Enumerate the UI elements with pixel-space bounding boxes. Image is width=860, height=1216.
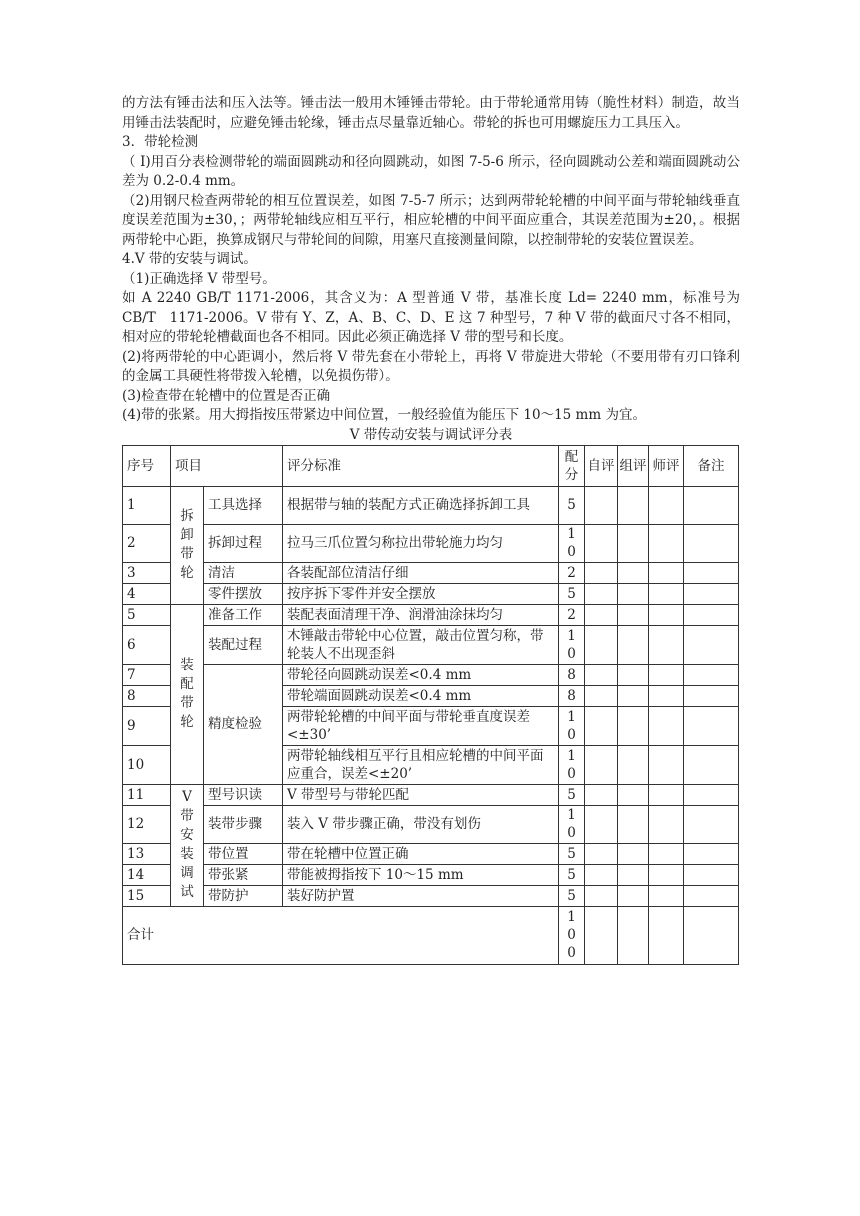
header-group: 组评 <box>618 445 649 486</box>
score-cell: 5 <box>559 486 585 524</box>
note-cell[interactable] <box>684 706 739 745</box>
group-eval-cell[interactable] <box>618 885 649 906</box>
teacher-eval-cell[interactable] <box>649 685 684 706</box>
seq-cell: 8 <box>123 685 171 706</box>
table-row <box>123 562 739 583</box>
score-cell: 1 0 <box>559 745 585 784</box>
paragraph: 如 A 2240 GB/T 1171-2006，其含义为：A 型普通 V 带，基准长度 Ld= 2240 mm，标准号为 CB/T 1171-2006。V 带有 Y、Z，A、B、C、D、E 这 7 种型号，7 种 V 带的截面尺寸各不相同，相对应的带轮轮槽截面也各不相同。因此必须正确选择 V 带的型号和长度。 <box>122 290 740 345</box>
group-eval-cell[interactable] <box>618 562 649 583</box>
seq-cell: 6 <box>123 625 171 664</box>
score-cell: 5 <box>559 885 585 906</box>
group-eval-cell[interactable] <box>618 745 649 784</box>
section-heading: 3．带轮检测 <box>122 134 199 150</box>
teacher-eval-cell[interactable] <box>649 864 684 885</box>
teacher-eval-cell[interactable] <box>649 706 684 745</box>
note-cell[interactable] <box>684 745 739 784</box>
group-eval-cell[interactable] <box>618 906 649 964</box>
teacher-eval-cell[interactable] <box>649 625 684 664</box>
paragraph: (2)将两带轮的中心距调小，然后将 V 带先套在小带轮上，再将 V 带旋进大带轮（不要用带有刃口锋利的金属工具硬性将带拨入轮槽，以免损伤带）。 <box>122 348 740 384</box>
header-note: 备注 <box>684 445 739 486</box>
body-text <box>122 94 740 426</box>
header-score: 配分 <box>559 445 585 486</box>
sub-item: 装带步骤 <box>204 805 283 843</box>
seq-cell: 5 <box>123 604 171 625</box>
self-eval-cell[interactable] <box>585 805 618 843</box>
seq-cell: 15 <box>123 885 171 906</box>
group-eval-cell[interactable] <box>618 583 649 604</box>
self-eval-cell[interactable] <box>585 906 618 964</box>
criteria-cell: 带轮径向圆跳动误差<0.4 mm <box>283 664 559 685</box>
seq-cell: 11 <box>123 784 171 805</box>
criteria-cell: 拉马三爪位置匀称拉出带轮施力均匀 <box>283 524 559 562</box>
teacher-eval-cell[interactable] <box>649 885 684 906</box>
teacher-eval-cell[interactable] <box>649 745 684 784</box>
table-row <box>123 604 739 625</box>
score-cell: 8 <box>559 664 585 685</box>
score-cell: 2 <box>559 604 585 625</box>
criteria-cell: 根据带与轴的装配方式正确选择拆卸工具 <box>283 486 559 524</box>
sub-item: 型号识读 <box>204 784 283 805</box>
teacher-eval-cell[interactable] <box>649 524 684 562</box>
teacher-eval-cell[interactable] <box>649 486 684 524</box>
sub-item: 精度检验 <box>204 664 283 784</box>
seq-cell: 4 <box>123 583 171 604</box>
group-eval-cell[interactable] <box>618 805 649 843</box>
self-eval-cell[interactable] <box>585 486 618 524</box>
sub-item: 带位置 <box>204 843 283 864</box>
sub-item: 零件摆放 <box>204 583 283 604</box>
self-eval-cell[interactable] <box>585 843 618 864</box>
section-heading: 4.V 带的安装与调试。 <box>122 251 257 267</box>
score-cell: 5 <box>559 864 585 885</box>
group-label: V 带 安 装 调 试 <box>171 784 204 906</box>
criteria-cell: 各装配部位清洁仔细 <box>283 562 559 583</box>
table-row <box>123 805 739 843</box>
self-eval-cell[interactable] <box>585 604 618 625</box>
header-self: 自评 <box>585 445 618 486</box>
paragraph: 的方法有锤击法和压入法等。锤击法一般用木锤锤击带轮。由于带轮通常用铸（脆性材料）制造，故当用锤击法装配时，应避免锤击轮缘，锤击点尽量靠近轴心。带轮的拆也可用螺旋压力工具压入。 <box>122 95 740 131</box>
header-item: 项目 <box>171 445 283 486</box>
group-eval-cell[interactable] <box>618 664 649 685</box>
criteria-cell: 带能被拇指按下 10～15 mm <box>283 864 559 885</box>
note-cell[interactable] <box>684 864 739 885</box>
self-eval-cell[interactable] <box>585 625 618 664</box>
self-eval-cell[interactable] <box>585 706 618 745</box>
self-eval-cell[interactable] <box>585 664 618 685</box>
seq-cell: 7 <box>123 664 171 685</box>
table-row <box>123 625 739 664</box>
paragraph: （ I)用百分表检测带轮的端面圆跳动和径向圆跳动，如图 7-5-6 所示，径向圆跳动公差和端面圆跳动公差为 0.2-0.4 mm。 <box>122 153 740 189</box>
sub-item: 拆卸过程 <box>204 524 283 562</box>
criteria-cell: 按序拆下零件并安全摆放 <box>283 583 559 604</box>
note-cell[interactable] <box>684 486 739 524</box>
group-label: 装 配 带 轮 <box>171 604 204 784</box>
note-cell[interactable] <box>684 885 739 906</box>
table-row <box>123 583 739 604</box>
note-cell[interactable] <box>684 524 739 562</box>
group-eval-cell[interactable] <box>618 524 649 562</box>
criteria-cell: 两带轮轮槽的中间平面与带轮垂直度误差<±30’ <box>283 706 559 745</box>
criteria-cell: 带轮端面圆跳动误差<0.4 mm <box>283 685 559 706</box>
note-cell[interactable] <box>684 604 739 625</box>
score-table <box>122 445 739 965</box>
score-cell: 5 <box>559 583 585 604</box>
criteria-cell: 装入 V 带步骤正确，带没有划伤 <box>283 805 559 843</box>
header-criteria: 评分标准 <box>283 445 559 486</box>
sub-item: 工具选择 <box>204 486 283 524</box>
paragraph: (3)检查带在轮槽中的位置是否正确 <box>122 387 331 404</box>
group-eval-cell[interactable] <box>618 625 649 664</box>
group-label: 拆 卸 带 轮 <box>171 486 204 604</box>
seq-cell: 9 <box>123 706 171 745</box>
table-row <box>123 843 739 864</box>
score-cell: 1 0 <box>559 524 585 562</box>
teacher-eval-cell[interactable] <box>649 843 684 864</box>
table-row <box>123 784 739 805</box>
paragraph: （2)用钢尺检查两带轮的相互位置误差，如图 7-5-7 所示；达到两带轮轮槽的中间平面与带轮轴线垂直度误差范围为±30，；两带轮轴线应相互平行，相应轮槽的中间平面应重合，其误差范围为±20，。根据两带轮中心距，换算成钢尺与带轮间的间隙，用塞尺直接测量间隙，以控制带轮的安装位置误差。 <box>122 192 740 248</box>
criteria-cell: 带在轮槽中位置正确 <box>283 843 559 864</box>
sub-item: 装配过程 <box>204 625 283 664</box>
total-score: 1 0 0 <box>559 906 585 964</box>
teacher-eval-cell[interactable] <box>649 805 684 843</box>
group-eval-cell[interactable] <box>618 864 649 885</box>
score-cell: 1 0 <box>559 625 585 664</box>
self-eval-cell[interactable] <box>585 524 618 562</box>
note-cell[interactable] <box>684 625 739 664</box>
score-cell: 5 <box>559 784 585 805</box>
group-eval-cell[interactable] <box>618 843 649 864</box>
teacher-eval-cell[interactable] <box>649 664 684 685</box>
table-row <box>123 885 739 906</box>
self-eval-cell[interactable] <box>585 562 618 583</box>
total-row <box>123 906 739 964</box>
group-eval-cell[interactable] <box>618 486 649 524</box>
table-row <box>123 664 739 685</box>
self-eval-cell[interactable] <box>585 885 618 906</box>
teacher-eval-cell[interactable] <box>649 604 684 625</box>
group-eval-cell[interactable] <box>618 706 649 745</box>
note-cell[interactable] <box>684 805 739 843</box>
seq-cell: 13 <box>123 843 171 864</box>
group-eval-cell[interactable] <box>618 784 649 805</box>
group-eval-cell[interactable] <box>618 604 649 625</box>
score-cell: 2 <box>559 562 585 583</box>
sub-item: 带防护 <box>204 885 283 906</box>
note-cell[interactable] <box>684 583 739 604</box>
teacher-eval-cell[interactable] <box>649 583 684 604</box>
total-label: 合计 <box>123 906 559 964</box>
sub-item: 准备工作 <box>204 604 283 625</box>
teacher-eval-cell[interactable] <box>649 784 684 805</box>
note-cell[interactable] <box>684 685 739 706</box>
seq-cell: 14 <box>123 864 171 885</box>
group-eval-cell[interactable] <box>618 685 649 706</box>
note-cell[interactable] <box>684 843 739 864</box>
self-eval-cell[interactable] <box>585 784 618 805</box>
seq-cell: 10 <box>123 745 171 784</box>
table-row <box>123 864 739 885</box>
seq-cell: 1 <box>123 486 171 524</box>
header-teacher: 师评 <box>649 445 684 486</box>
criteria-cell: 两带轮轴线相互平行且相应轮槽的中间平面应重合，误差<±20’ <box>283 745 559 784</box>
sub-item: 清洁 <box>204 562 283 583</box>
table-title: V 带传动安装与调试评分表 <box>349 426 513 443</box>
criteria-cell: 装好防护置 <box>283 885 559 906</box>
self-eval-cell[interactable] <box>585 864 618 885</box>
document-page <box>122 94 740 965</box>
note-cell[interactable] <box>684 562 739 583</box>
table-row <box>123 486 739 524</box>
note-cell[interactable] <box>684 784 739 805</box>
seq-cell: 3 <box>123 562 171 583</box>
score-cell: 5 <box>559 843 585 864</box>
score-cell: 8 <box>559 685 585 706</box>
criteria-cell: V 带型号与带轮匹配 <box>283 784 559 805</box>
paragraph: （1)正确选择 V 带型号。 <box>122 270 276 287</box>
header-seq: 序号 <box>123 445 171 486</box>
teacher-eval-cell[interactable] <box>649 906 684 964</box>
seq-cell: 2 <box>123 524 171 562</box>
criteria-cell: 装配表面清理干净、润滑油涂抹均匀 <box>283 604 559 625</box>
table-header-row <box>123 445 739 486</box>
self-eval-cell[interactable] <box>585 583 618 604</box>
teacher-eval-cell[interactable] <box>649 562 684 583</box>
criteria-cell: 木锤敲击带轮中心位置，敲击位置匀称，带轮装人不出现歪斜 <box>283 625 559 664</box>
seq-cell: 12 <box>123 805 171 843</box>
table-row <box>123 524 739 562</box>
note-cell[interactable] <box>684 906 739 964</box>
score-cell: 1 0 <box>559 706 585 745</box>
note-cell[interactable] <box>684 664 739 685</box>
self-eval-cell[interactable] <box>585 745 618 784</box>
score-cell: 1 0 <box>559 805 585 843</box>
self-eval-cell[interactable] <box>585 685 618 706</box>
sub-item: 带张紧 <box>204 864 283 885</box>
paragraph: (4)带的张紧。用大拇指按压带紧边中间位置，一般经验值为能压下 10～15 mm 为宜。 <box>122 407 646 423</box>
